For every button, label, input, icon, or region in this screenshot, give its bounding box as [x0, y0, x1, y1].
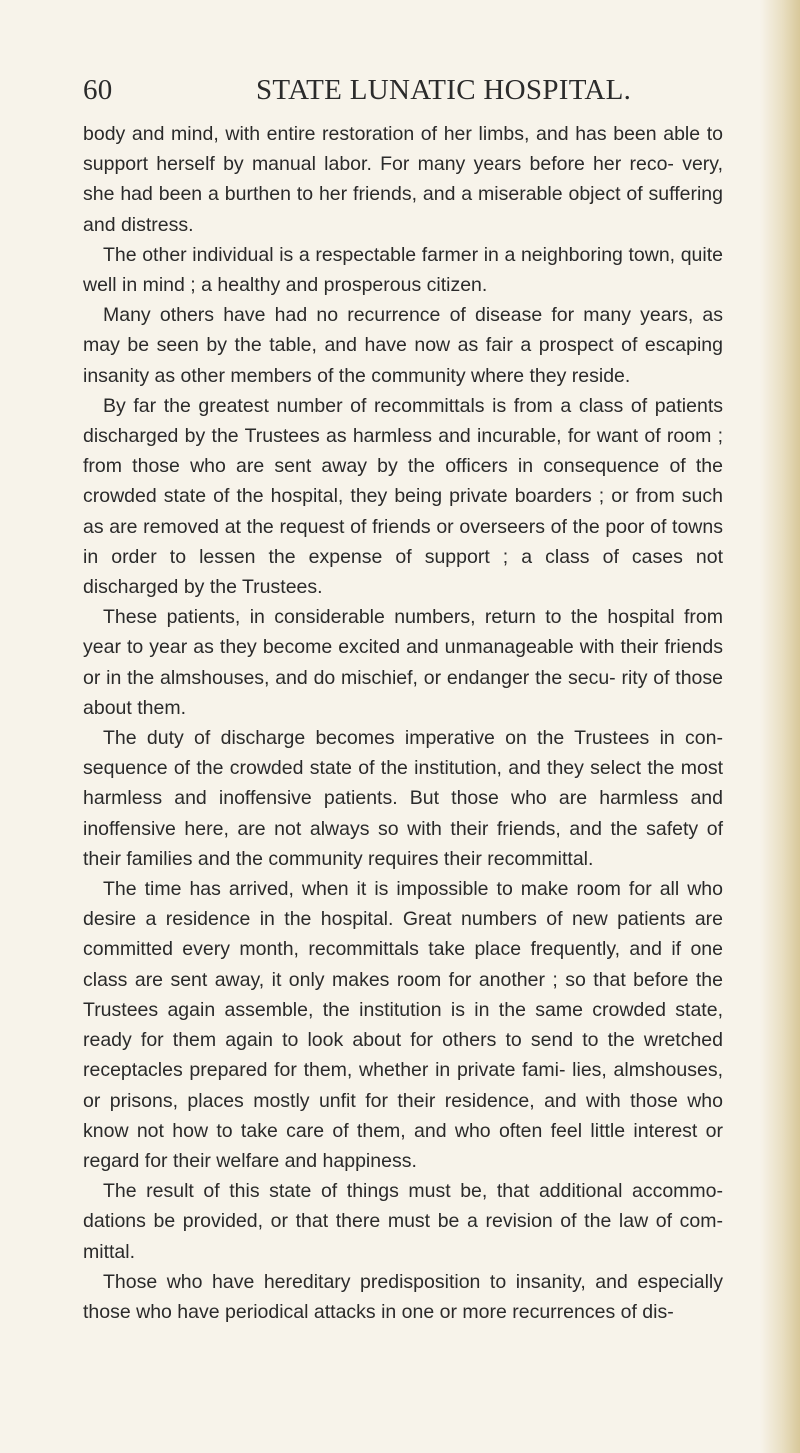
running-head-title: STATE LUNATIC HOSPITAL. [256, 74, 632, 106]
paragraph: By far the greatest number of recommittals is from a class of patients discharged by the Trustees as harmless and incurable, for want of room ; from those who are sent away by the officers in consequence of the crowded state of the hospital, they being private boarders ; or from such as are removed at the request of friends or overseers of the poor of towns in order to lessen the expense of support ; a class of cases not discharged by the Trustees. [83, 394, 723, 599]
paragraph-continuation: body and mind, with entire restoration of her limbs, and has been able to support herself by manual labor. For many years before her reco- very, she had been a burthen to her friends, and a miserable object of suffering and distress. [83, 123, 723, 236]
paragraph: These patients, in considerable numbers, return to the hospital from year to year as they become excited and unmanageable with their friends or in the almshouses, and do mischief, or endanger the secu- rity of those about them. [83, 606, 723, 719]
paragraph: The time has arrived, when it is impossible to make room for all who desire a residence in the hospital. Great numbers of new patients are committed every month, recommittals take place frequently, and if one class are sent away, it only makes room for another ; so that before the Trustees again assemble, the institution is in the same crowded state, ready for them again to look about for others to send to the wretched receptacles prepared for them, whether in private fami- lies, almshouses, or prisons, places mostly unfit for their residence, and with those who know not how to take care of them, and who often feel little interest or regard for their welfare and happiness. [83, 878, 723, 1172]
body-text [83, 119, 723, 1327]
paragraph: Many others have had no recurrence of disease for many years, as may be seen by the table, and have now as fair a prospect of escaping insanity as other members of the community where they reside. [83, 304, 723, 387]
paragraph: The duty of discharge becomes imperative on the Trustees in con- sequence of the crowded state of the institution, and they select the most harmless and inoffensive patients. But those who are harmless and inoffensive here, are not always so with their friends, and the safety of their families and the community requires their recommittal. [83, 727, 723, 870]
page-number: 60 [83, 74, 113, 106]
paragraph: The other individual is a respectable farmer in a neighboring town, quite well in mind ; a healthy and prosperous citizen. [83, 243, 723, 297]
paragraph: Those who have hereditary predisposition to insanity, and especially those who have periodical attacks in one or more recurrences of dis- [83, 1270, 723, 1323]
paragraph: The result of this state of things must be, that additional accommo- dations be provided, or that there must be a revision of the law of com- mittal. [83, 1180, 723, 1263]
page-header [0, 74, 800, 114]
page-edge-shading [760, 0, 800, 1453]
